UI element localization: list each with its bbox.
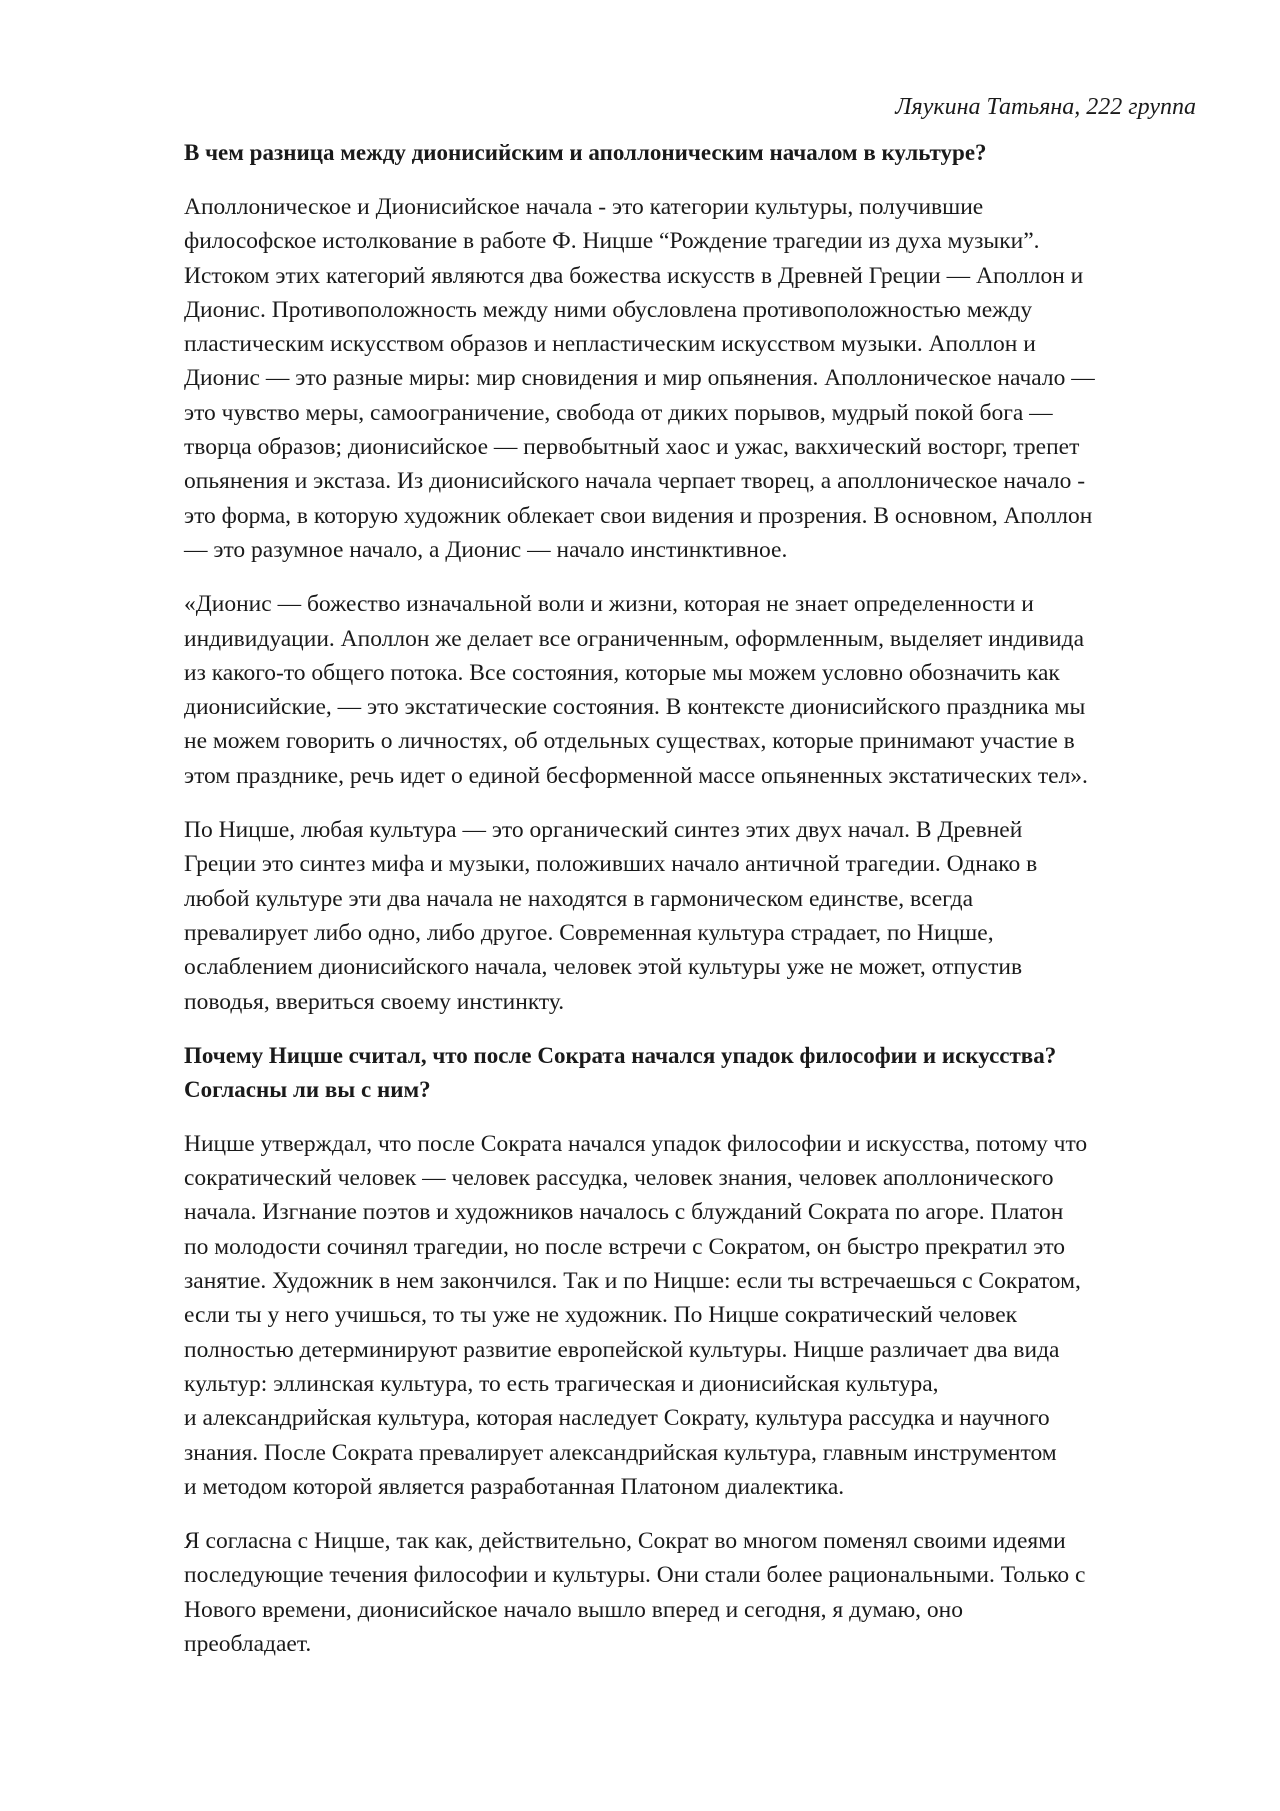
text-line: ослаблением дионисийского начала, человек этой культуры уже не может, отпустив: [184, 954, 1023, 981]
text-line: Греции это синтез мифа и музыки, положивших начало античной трагедии. Однако в: [184, 851, 1038, 878]
text-line: культур: эллинская культура, то есть трагическая и дионисийская культура,: [184, 1370, 939, 1397]
text-line: опьянения и экстаза. Из дионисийского начала черпает творец, а аполлоническое начало -: [184, 468, 1086, 495]
text-line: индивидуации. Аполлон же делает все ограниченным, оформленным, выделяет индивида: [184, 625, 1085, 652]
heading-line: Согласны ли вы с ним?: [184, 1076, 431, 1102]
text-line: это чувство меры, самоограничение, свобода от диких порывов, мудрый покой бога —: [184, 399, 1053, 426]
heading-line: Почему Ницше считал, что после Сократа начался упадок философии и искусства?: [184, 1042, 1057, 1068]
text-line: не можем говорить о личностях, об отдельных существах, которые принимают участие в: [184, 728, 1075, 755]
text-line: Нового времени, дионисийское начало вышло вперед и сегодня, я думаю, оно: [184, 1596, 964, 1623]
paragraph-5: [184, 1524, 1196, 1661]
text-line: этом празднике, речь идет о единой бесформенной массе опьяненных экстатических тел».: [184, 762, 1088, 789]
text-line: — это разумное начало, а Дионис — начало инстинктивное.: [184, 536, 788, 563]
text-line: Аполлоническое и Дионисийское начала - это категории культуры, получившие: [184, 194, 984, 220]
text-line: последующие течения философии и культуры. Они стали более рациональными. Только с: [184, 1562, 1086, 1589]
text-line: По Ницше, любая культура — это органический синтез этих двух начал. В Древней: [184, 817, 1023, 844]
paragraph-4: [184, 1127, 1196, 1504]
text-line: это форма, в которую художник облекает свои видения и прозрения. В основном, Аполлон: [184, 502, 1093, 529]
text-line: «Дионис — божество изначальной воли и жизни, которая не знает определенности и: [184, 591, 1034, 618]
paragraph-3: [184, 813, 1196, 1019]
text-line: Я согласна с Ницше, так как, действительно, Сократ во многом поменял своими идеями: [184, 1528, 1066, 1555]
text-line: сократический человек — человек рассудка, человек знания, человек аполлонического: [184, 1165, 1054, 1192]
question-heading-1: В чем разница между дионисийским и аполлоническим началом в культуре?: [184, 140, 987, 165]
text-line: пластическим искусством образов и непластическим искусством музыки. Аполлон и: [184, 331, 1036, 358]
paragraph-2: [184, 587, 1196, 793]
text-line: дионисийские, — это экстатические состояния. В контексте дионисийского праздника мы: [184, 694, 1086, 721]
text-line: полностью детерминируют развитие европейской культуры. Ницше различает два вида: [184, 1336, 1060, 1363]
text-line: начала. Изгнание поэтов и художников началось с блужданий Сократа по агоре. Платон: [184, 1199, 1064, 1226]
text-line: философское истолкование в работе Ф. Ницше “Рождение трагедии из духа музыки”.: [184, 228, 1040, 255]
text-line: и методом которой является разработанная Платоном диалектика.: [184, 1473, 845, 1500]
text-line: занятие. Художник в нем закончился. Так и по Ницше: если ты встречаешься с Сократом,: [184, 1268, 1081, 1295]
text-line: если ты у него учишься, то ты уже не художник. По Ницше сократический человек: [184, 1302, 1018, 1329]
text-line: любой культуре эти два начала не находятся в гармоническом единстве, всегда: [184, 885, 973, 912]
paragraph-1: [184, 190, 1196, 567]
text-line: поводья, ввериться своему инстинкту.: [184, 988, 565, 1015]
text-line: Ницше утверждал, что после Сократа начался упадок философии и искусства, потому что: [184, 1130, 1088, 1157]
text-line: Истоком этих категорий являются два божества искусств в Древней Греции — Аполлон и: [184, 262, 1084, 289]
text-line: знания. После Сократа превалирует александрийская культура, главным инструментом: [184, 1439, 1057, 1466]
text-line: из какого-то общего потока. Все состояния, которые мы можем условно обозначить как: [184, 659, 1060, 686]
text-line: по молодости сочинял трагедии, но после встречи с Сократом, он быстро прекратил это: [184, 1233, 1066, 1260]
author-line: Ляукина Татьяна, 222 группа: [895, 94, 1196, 120]
text-line: и александрийская культура, которая наследует Сократу, культура рассудка и научного: [184, 1405, 1050, 1432]
text-line: Дионис. Противоположность между ними обусловлена противоположностью между: [184, 296, 1033, 323]
question-heading-2: [184, 1039, 1196, 1107]
text-line: преобладает.: [184, 1630, 312, 1657]
text-line: творца образов; дионисийское — первобытный хаос и ужас, вакхический восторг, трепет: [184, 434, 1080, 461]
document-page: [184, 90, 1196, 1681]
text-line: превалирует либо одно, либо другое. Современная культура страдает, по Ницше,: [184, 919, 994, 946]
text-line: Дионис — это разные миры: мир сновидения и мир опьянения. Аполлоническое начало —: [184, 365, 1095, 392]
